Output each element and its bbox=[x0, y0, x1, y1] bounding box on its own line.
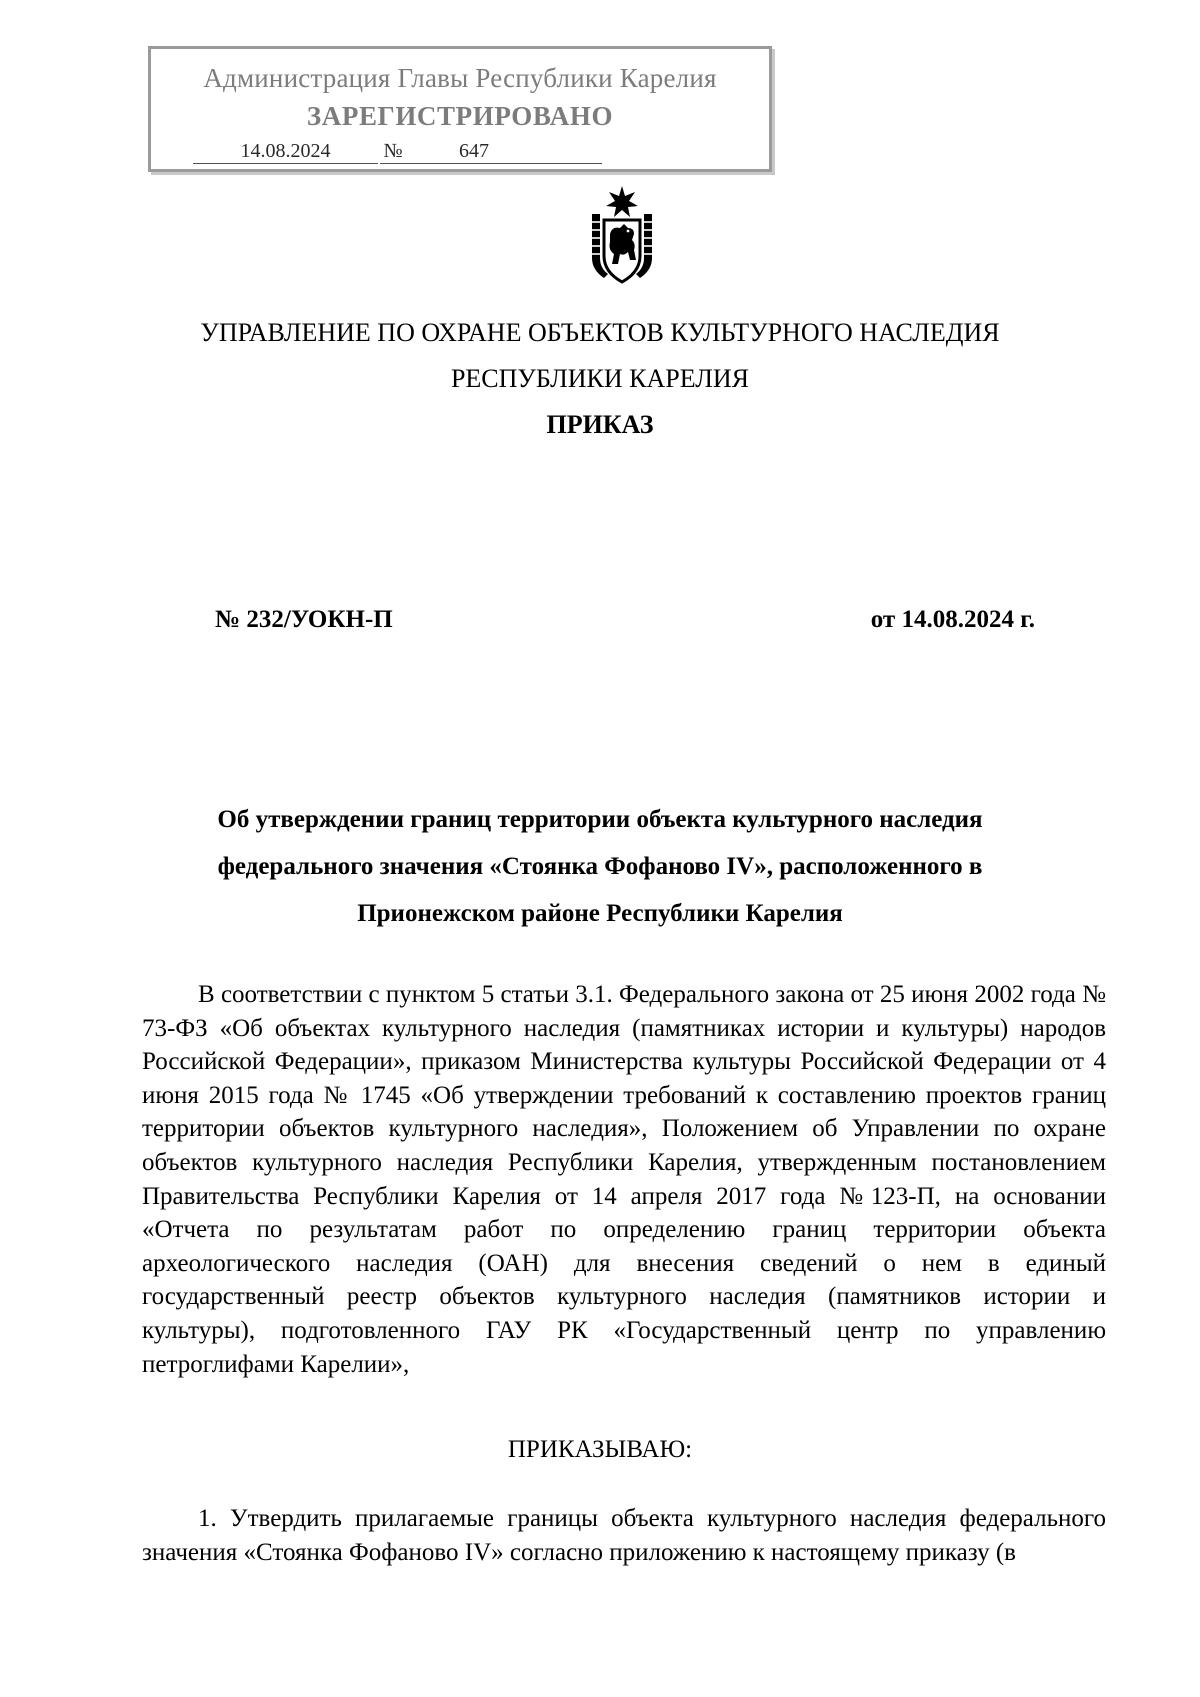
stamp-registration-row bbox=[193, 139, 753, 165]
subject-line2: федерального значения «Стоянка Фофаново IV», расположенного в bbox=[217, 853, 983, 880]
order-number: № 232/УОКН-П bbox=[215, 606, 393, 633]
decree-heading: ПРИКАЗЫВАЮ: bbox=[507, 1436, 693, 1463]
karelia-coat-of-arms-icon bbox=[578, 184, 666, 288]
stamp-number: 647 bbox=[406, 139, 602, 164]
document-type: ПРИКАЗ bbox=[546, 410, 654, 439]
subject-line1: Об утверждении границ территории объекта культурного наследия bbox=[217, 806, 983, 833]
order-date: от 14.08.2024 г. bbox=[870, 606, 1035, 633]
order-subject bbox=[140, 796, 1060, 937]
organization-name-line2: РЕСПУБЛИКИ КАРЕЛИЯ bbox=[450, 364, 750, 393]
registration-stamp bbox=[148, 46, 772, 172]
order-item-1: 1. Утвердить прилагаемые границы объекта культурного наследия федерального значения «Стоянка Фофаново IV» согласно приложению к настоящему приказу (в bbox=[142, 1505, 1106, 1566]
stamp-authority: Администрация Главы Республики Карелия bbox=[203, 63, 717, 93]
stamp-date: 14.08.2024 bbox=[193, 139, 378, 164]
organization-name-line1: УПРАВЛЕНИЕ ПО ОХРАНЕ ОБЪЕКТОВ КУЛЬТУРНОГО НАСЛЕДИЯ bbox=[200, 318, 1000, 347]
preamble-paragraph: В соответствии с пунктом 5 статьи 3.1. Федерального закона от 25 июня 2002 года № 73-ФЗ «Об объектах культурного наследия (памятниках истории и культуры) народов Российской Федерации», приказом Министерства культуры Российской Федерации от 4 июня 2015 года № 1745 «Об утверждении требований к составлению проектов границ территории объектов культурного наследия», Положением об Управлении по охране объектов культурного наследия Республики Карелия, утвержденным постановлением Правительства Республики Карелия от 14 апреля 2017 года №123-П, на основании «Отчета по результатам работ по определению границ территории объекта археологического наследия (ОАН) для внесения сведений о нем в единый государственный реестр объектов культурного наследия (памятников истории и культуры), подготовленного ГАУ РК «Государственный центр по управлению петроглифами Карелии», bbox=[142, 981, 1106, 1378]
stamp-status: ЗАРЕГИСТРИРОВАНО bbox=[306, 101, 614, 131]
stamp-number-label: № bbox=[380, 139, 406, 164]
subject-line3: Прионежском районе Республики Карелия bbox=[357, 900, 843, 927]
